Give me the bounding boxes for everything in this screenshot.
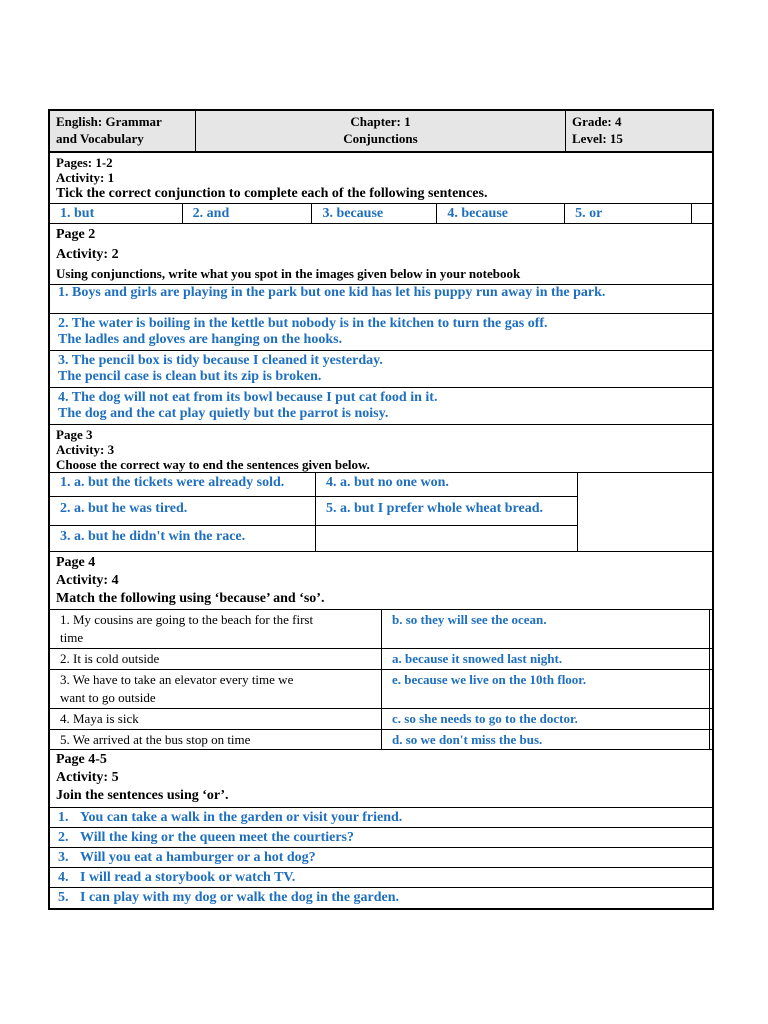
activity5-answers [50,808,712,908]
answer-text: I will read a storybook or watch TV. [80,870,296,885]
subject-cell [50,111,196,151]
grade-cell [566,111,712,151]
activity3-choice [316,526,577,551]
chapter-label: Chapter: 1 [350,114,411,129]
answer-number: 5. [58,890,69,905]
answer-line: 1. Boys and girls are playing in the park but one kid has let his puppy run away in the park. [58,285,606,300]
activity3-choices [50,473,578,551]
activity2-page: Page 2 [56,227,96,242]
activity4-match: e. because we live on the 10th floor. [382,670,710,708]
activity3-choice: 2. a. but he was tired. [50,497,316,525]
answer-line: The dog and the cat play quietly but the parrot is noisy. [58,406,389,421]
answer-line: The ladles and gloves are hanging on the hooks. [58,332,343,347]
activity4-match: b. so they will see the ocean. [382,610,710,648]
activity4-instruction: Match the following using ‘because’ and ‘so’. [56,591,325,606]
activity2-answer [50,388,712,425]
answer-text: I can play with my dog or walk the dog in the garden. [80,890,400,905]
activity3-heading [50,425,712,472]
activity3-choice: 1. a. but the tickets were already sold. [50,473,316,496]
activity1-label: Activity: 1 [56,170,115,185]
answer-number: 3. [58,850,69,865]
activity4-sentence: 5. We arrived at the bus stop on time [50,730,382,749]
activity3-empty-cell [578,473,712,551]
activity2-answer [50,351,712,388]
subject-line2: and Vocabulary [56,131,144,146]
activity3-page: Page 3 [56,427,93,442]
activity3-row [50,497,577,526]
chapter-cell [196,111,566,151]
activity4-table [50,609,712,750]
activity2-heading [50,224,712,285]
activity5-heading [50,750,712,808]
answer-line: The pencil case is clean but its zip is broken. [58,369,322,384]
answer-number: 4. [58,870,69,885]
activity1-answer: 2. and [183,204,313,223]
activity4-empty-cell [710,709,712,729]
activity4-match: a. because it snowed last night. [382,649,710,669]
activity5-answer [50,868,712,888]
activity4-row [50,709,712,730]
activity4-empty-cell [710,610,712,648]
answer-number: 2. [58,830,69,845]
activity4-sentence: 4. Maya is sick [50,709,382,729]
activity2-label: Activity: 2 [56,247,119,262]
activity4-row [50,670,712,709]
activity1-heading [50,153,712,203]
activity3-row [50,473,577,497]
activity1-answer-row [50,203,712,224]
activity4-sentence: 2. It is cold outside [50,649,382,669]
activity3-table [50,472,712,552]
activity3-label: Activity: 3 [56,442,115,457]
topic-label: Conjunctions [343,131,418,146]
sentence-line: 3. We have to take an elevator every time we [60,672,294,687]
activity4-sentence [50,670,382,708]
activity3-row [50,526,577,551]
activity4-row [50,730,712,749]
activity1-answer: 4. because [437,204,565,223]
activity5-answer [50,888,712,908]
answer-text: Will you eat a hamburger or a hot dog? [80,850,316,865]
activity4-heading [50,552,712,609]
activity1-empty-cell [692,204,712,223]
activity1-answer: 3. because [312,204,437,223]
activity5-answer [50,808,712,828]
activity4-empty-cell [710,649,712,669]
activity1-pages: Pages: 1-2 [56,155,113,170]
activity2-answer [50,285,712,314]
subject-line1: English: Grammar [56,114,162,129]
grade-label: Grade: 4 [572,114,622,129]
activity1-instruction: Tick the correct conjunction to complete each of the following sentences. [56,186,488,201]
activity3-choice: 3. a. but he didn't win the race. [50,526,316,551]
sentence-line: time [60,630,84,645]
activity4-row [50,649,712,670]
activity4-match: d. so we don't miss the bus. [382,730,710,749]
activity1-answer: 5. or [565,204,692,223]
answer-number: 1. [58,810,69,825]
answer-text: Will the king or the queen meet the courtiers? [80,830,355,845]
activity4-empty-cell [710,730,712,749]
activity4-page: Page 4 [56,555,96,570]
answer-line: 4. The dog will not eat from its bowl because I put cat food in it. [58,390,438,405]
answer-line: 3. The pencil box is tidy because I cleaned it yesterday. [58,353,383,368]
activity5-page: Page 4-5 [56,752,107,767]
activity2-answer [50,314,712,351]
activity4-label: Activity: 4 [56,573,119,588]
activity3-choice: 4. a. but no one won. [326,475,449,490]
activity4-empty-cell [710,670,712,708]
sentence-line: 1. My cousins are going to the beach for the first [60,612,314,627]
activity4-match: c. so she needs to go to the doctor. [382,709,710,729]
activity4-row [50,610,712,649]
activity2-instruction: Using conjunctions, write what you spot in the images given below in your notebook [56,266,521,281]
activity3-instruction: Choose the correct way to end the sentences given below. [56,457,370,472]
activity1-answer: 1. but [50,204,183,223]
level-label: Level: 15 [572,131,623,146]
activity5-instruction: Join the sentences using ‘or’. [56,788,229,803]
activity3-choice: 5. a. but I prefer whole wheat bread. [326,501,543,516]
activity4-sentence [50,610,382,648]
answer-text: You can take a walk in the garden or visit your friend. [80,810,403,825]
activity5-answer [50,828,712,848]
activity5-answer [50,848,712,868]
answer-line: 2. The water is boiling in the kettle but nobody is in the kitchen to turn the gas off. [58,316,548,331]
worksheet-table [48,109,714,910]
activity5-label: Activity: 5 [56,770,119,785]
worksheet-header [50,111,712,153]
sentence-line: want to go outside [60,690,156,705]
